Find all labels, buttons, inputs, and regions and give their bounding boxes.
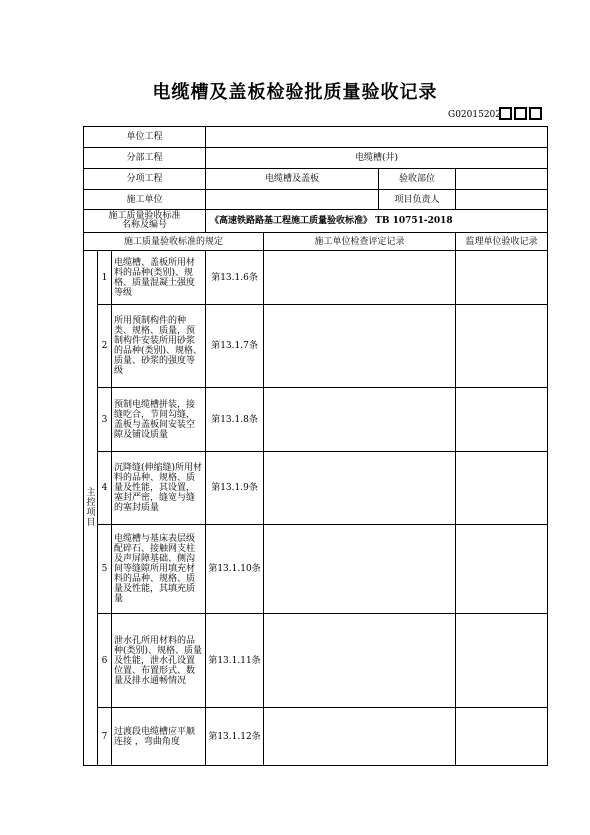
- item-clause: 第13.1.7条: [206, 305, 264, 388]
- contractor-record-cell[interactable]: [264, 614, 456, 708]
- item-no: 2: [98, 305, 112, 388]
- item-row-7: [84, 708, 548, 766]
- form-title: 电缆槽及盖板检验批质量验收记录: [152, 82, 438, 103]
- supervisor-record-cell[interactable]: [456, 614, 548, 708]
- item-clause: 第13.1.10条: [206, 525, 264, 614]
- unit-project-label: 单位工程: [84, 127, 206, 148]
- construction-unit-label: 施工单位: [84, 190, 206, 210]
- item-no: 4: [98, 452, 112, 525]
- contractor-record-cell[interactable]: [264, 305, 456, 388]
- sub-project-value[interactable]: 电缆槽(井): [206, 148, 548, 169]
- supervisor-record-cell[interactable]: [456, 708, 548, 766]
- item-clause: 第13.1.6条: [206, 251, 264, 305]
- item-row-6: [84, 614, 548, 708]
- item-no: 3: [98, 388, 112, 452]
- unit-project-value[interactable]: [206, 127, 548, 148]
- item-text: 预制电缆槽拼装，接缝吃合，节间勾缝，盖板与盖板间安装空隙及铺设质量: [112, 388, 206, 452]
- item-project-label: 分项工程: [84, 169, 206, 190]
- acceptance-part-label: 验收部位: [379, 169, 456, 190]
- contractor-record-cell[interactable]: [264, 388, 456, 452]
- construction-unit-row: [84, 190, 548, 210]
- code-box-1[interactable]: [499, 107, 512, 120]
- supervisor-record-cell[interactable]: [456, 305, 548, 388]
- supervisor-column-header: 监理单位验收记录: [456, 233, 548, 251]
- spec-column-header: 施工质量验收标准的规定: [84, 233, 264, 251]
- item-row-3: [84, 388, 548, 452]
- form-code: G02015202: [448, 110, 501, 120]
- acceptance-part-value[interactable]: [456, 169, 548, 190]
- item-clause: 第13.1.12条: [206, 708, 264, 766]
- category-label: [84, 251, 98, 766]
- supervisor-record-cell[interactable]: [456, 251, 548, 305]
- standard-value: 《高速铁路路基工程施工质量验收标准》 TB 10751-2018: [206, 210, 548, 233]
- project-leader-value[interactable]: [456, 190, 548, 210]
- item-clause: 第13.1.11条: [206, 614, 264, 708]
- supervisor-record-cell[interactable]: [456, 452, 548, 525]
- item-no: 6: [98, 614, 112, 708]
- project-leader-label: 项目负责人: [379, 190, 456, 210]
- contractor-record-cell[interactable]: [264, 251, 456, 305]
- item-text: 过渡段电缆槽应平顺连接 ，弯曲角度: [112, 708, 206, 766]
- code-box-3[interactable]: [529, 107, 542, 120]
- construction-unit-value[interactable]: [206, 190, 379, 210]
- item-clause: 第13.1.9条: [206, 452, 264, 525]
- item-text: 沉降缝(伸缩缝)所用材料的品种、规格、质量及性能，其设置，塞封严密，缝宽与缝的塞封质量: [112, 452, 206, 525]
- inspection-table: [83, 126, 548, 766]
- item-text: 电缆槽与基床表层级配碎石、接触网支柱及声屏障基础、侧沟间等缝隙所用填充材料的品种、规格、质量及性能，其填充质量: [112, 525, 206, 614]
- item-row-2: [84, 305, 548, 388]
- item-project-value[interactable]: 电缆槽及盖板: [206, 169, 379, 190]
- sub-project-label: 分部工程: [84, 148, 206, 169]
- item-row-4: [84, 452, 548, 525]
- item-row-1: [84, 251, 548, 305]
- standard-label: [84, 210, 206, 233]
- contractor-column-header: 施工单位检查评定记录: [264, 233, 456, 251]
- item-text: 泄水孔所用材料的品种(类别)、规格、质量及性能，泄水孔设置位置、布置形式、数量及排水通畅情况: [112, 614, 206, 708]
- item-text: 电缆槽、盖板所用材料的品种(类别)、规格、质量混凝土强度等级: [112, 251, 206, 305]
- item-clause: 第13.1.8条: [206, 388, 264, 452]
- contractor-record-cell[interactable]: [264, 525, 456, 614]
- standard-label-line-2: 名称及编号: [122, 220, 168, 230]
- contractor-record-cell[interactable]: [264, 452, 456, 525]
- item-row-5: [84, 525, 548, 614]
- supervisor-record-cell[interactable]: [456, 525, 548, 614]
- item-no: 1: [98, 251, 112, 305]
- standard-label-line-1: 施工质量验收标准: [108, 211, 181, 221]
- contractor-record-cell[interactable]: [264, 708, 456, 766]
- column-header-row: [84, 233, 548, 251]
- sub-project-row: [84, 148, 548, 169]
- item-no: 5: [98, 525, 112, 614]
- item-project-row: [84, 169, 548, 190]
- standard-row: [84, 210, 548, 233]
- item-no: 7: [98, 708, 112, 766]
- item-text: 所用预制构件的种类、规格、质量，预制构件安装所用砂浆的品种(类别)、规格、质量、砂浆的强度等级: [112, 305, 206, 388]
- supervisor-record-cell[interactable]: [456, 388, 548, 452]
- unit-project-row: [84, 127, 548, 148]
- code-box-2[interactable]: [514, 107, 527, 120]
- category-text: 主控项目: [86, 488, 96, 528]
